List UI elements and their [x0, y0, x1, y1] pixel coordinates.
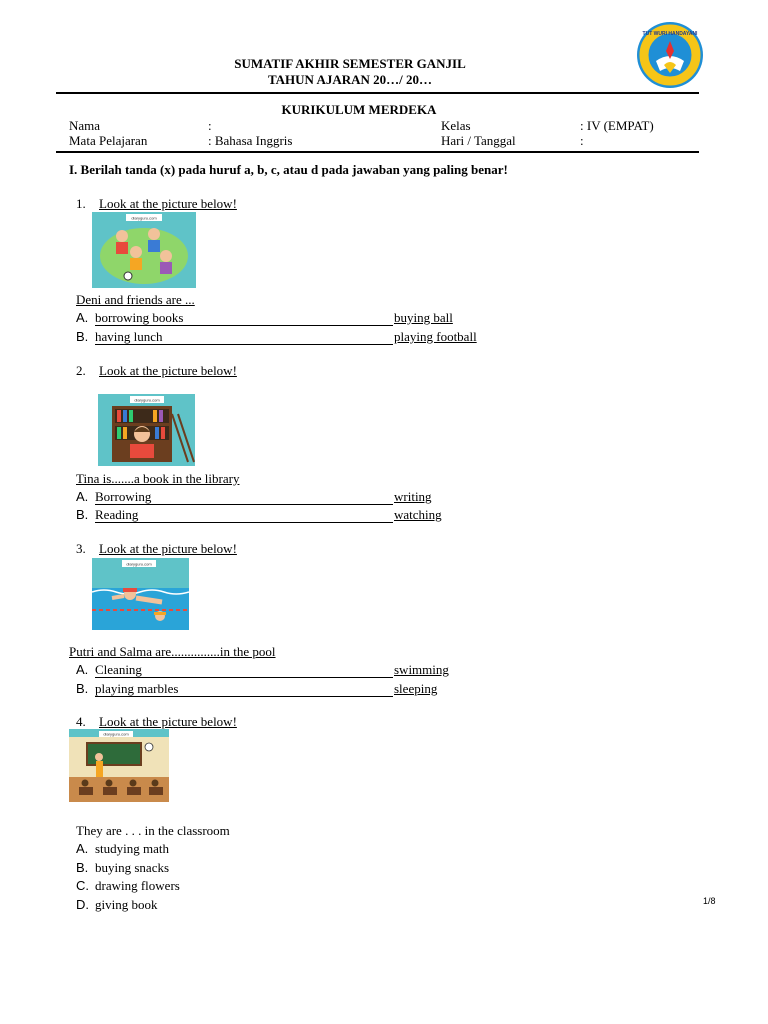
- picture-caption: diaryguru.com: [134, 397, 160, 403]
- option-text: watching: [394, 507, 442, 522]
- question-number: 1.: [76, 196, 86, 211]
- option-letter: A.: [76, 662, 89, 677]
- question-text: Tina is.......a book in the library: [76, 471, 240, 486]
- option-text: buying snacks: [95, 860, 170, 875]
- option-text: buying ball: [394, 310, 453, 325]
- exam-year: TAHUN AJARAN 20…/ 20…: [267, 72, 433, 87]
- option-letter: B.: [76, 329, 89, 344]
- question-prompt: Look at the picture below!: [99, 363, 237, 378]
- page-number: 1/8: [703, 896, 716, 906]
- picture-caption: diaryguru.com: [131, 215, 157, 221]
- tut-wuri-handayani-logo: [634, 21, 706, 89]
- option-text: playing marbles: [95, 681, 179, 696]
- question-text: They are . . . in the classroom: [76, 823, 230, 838]
- option-letter: A.: [76, 489, 89, 504]
- question-number: 4.: [76, 714, 86, 729]
- question-text: Deni and friends are ...: [76, 292, 195, 307]
- answer-line: [95, 344, 393, 345]
- option-text: sleeping: [394, 681, 438, 696]
- question-number: 3.: [76, 541, 86, 556]
- option-letter: B.: [76, 860, 89, 875]
- option-text: Cleaning: [95, 662, 142, 677]
- football-picture: [92, 212, 196, 288]
- kelas-label: Kelas: [441, 118, 471, 133]
- option-text: studying math: [95, 841, 170, 856]
- question-text: Putri and Salma are...............in the pool: [69, 644, 276, 659]
- kelas-value: : IV (EMPAT): [580, 118, 654, 133]
- option-text: playing football: [394, 329, 477, 344]
- option-text: borrowing books: [95, 310, 184, 325]
- swimming-picture: [92, 558, 189, 630]
- answer-line: [95, 696, 393, 697]
- picture-caption: diaryguru.com: [103, 731, 129, 737]
- nama-label: Nama: [69, 118, 101, 133]
- header-bottom-rule: [56, 151, 699, 153]
- exam-title: SUMATIF AKHIR SEMESTER GANJIL: [234, 56, 466, 71]
- question-prompt: Look at the picture below!: [99, 196, 237, 211]
- option-letter: D.: [76, 897, 89, 912]
- mapel-label: Mata Pelajaran: [69, 133, 148, 148]
- hari-value: :: [580, 133, 584, 148]
- question-prompt: Look at the picture below!: [99, 541, 237, 556]
- instruction: I. Berilah tanda (x) pada huruf a, b, c, atau d pada jawaban yang paling benar!: [69, 162, 508, 177]
- answer-line: [95, 522, 393, 523]
- option-letter: A.: [76, 310, 89, 325]
- option-text: writing: [394, 489, 432, 504]
- option-text: having lunch: [95, 329, 163, 344]
- option-text: giving book: [95, 897, 158, 912]
- option-text: swimming: [394, 662, 449, 677]
- classroom-picture: [69, 729, 169, 802]
- hari-label: Hari / Tanggal: [441, 133, 516, 148]
- option-text: drawing flowers: [95, 878, 180, 893]
- nama-value: :: [208, 118, 212, 133]
- question-number: 2.: [76, 363, 86, 378]
- option-letter: B.: [76, 507, 89, 522]
- option-text: Borrowing: [95, 489, 152, 504]
- answer-line: [95, 677, 393, 678]
- library-picture: [98, 394, 195, 466]
- question-prompt: Look at the picture below!: [99, 714, 237, 729]
- answer-line: [95, 325, 393, 326]
- option-letter: C.: [76, 878, 89, 893]
- answer-line: [95, 504, 393, 505]
- picture-caption: diaryguru.com: [126, 561, 152, 567]
- option-text: Reading: [95, 507, 139, 522]
- header-top-rule: [56, 92, 699, 94]
- mapel-value: : Bahasa Inggris: [208, 133, 293, 148]
- option-letter: A.: [76, 841, 89, 856]
- option-letter: B.: [76, 681, 89, 696]
- logo-text: TUT WURI HANDAYANI: [642, 31, 698, 37]
- curriculum-title: KURIKULUM MERDEKA: [281, 102, 437, 117]
